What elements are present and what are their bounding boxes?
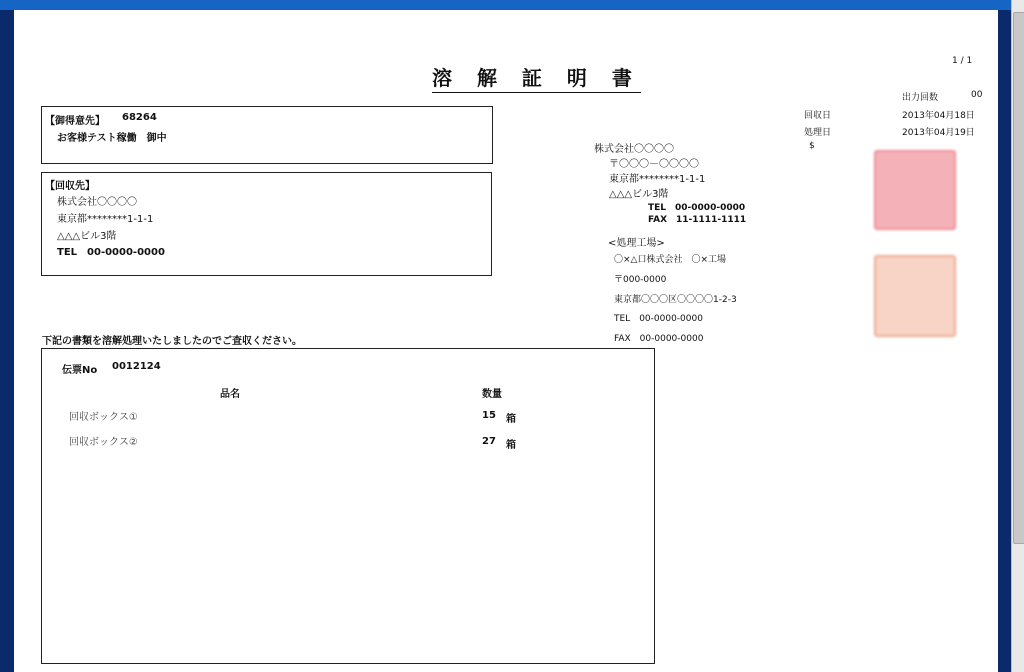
collection-date-label: 回収日: [804, 111, 832, 121]
customer-name: お客様テスト稼働 御中: [57, 133, 167, 144]
item-qty: 15: [482, 410, 496, 421]
slip-table-box: [41, 348, 655, 664]
collection-site-line: TEL 00-0000-0000: [57, 247, 165, 258]
issuer-fax: FAX 11-1111-1111: [648, 215, 747, 225]
item-unit: 箱: [506, 440, 516, 451]
collection-site-box: [41, 172, 492, 276]
item-qty: 27: [482, 436, 496, 447]
notice-text: 下記の書類を溶解処理いたしましたのでご査収ください。: [42, 336, 302, 347]
document-page: [14, 10, 998, 672]
item-name: 回収ボックス①: [69, 412, 138, 423]
issuer-postal: 〒〇〇〇－〇〇〇〇: [609, 159, 699, 170]
processing-date-label: 処理日: [804, 128, 832, 138]
misc-mark: $: [809, 141, 815, 151]
plant-name: 〇×△口株式会社 〇×工場: [614, 255, 727, 265]
customer-code: 68264: [122, 112, 157, 123]
column-header-qty: 数量: [482, 389, 502, 400]
plant-tel: TEL 00-0000-0000: [614, 314, 703, 324]
issuer-tel: TEL 00-0000-0000: [648, 203, 746, 213]
scrollbar-thumb[interactable]: [1013, 12, 1024, 544]
plant-postal: 〒000-0000: [614, 275, 667, 285]
company-seal-stamp: [874, 150, 956, 230]
issuer-company: 株式会社〇〇〇〇: [594, 144, 674, 155]
slip-number-label: 伝票No: [62, 365, 98, 376]
document-title: 溶 解 証 明 書: [432, 62, 641, 93]
window-top-bar: [0, 0, 1024, 10]
output-count-label: 出力回数: [902, 93, 939, 103]
plant-seal-stamp: [874, 255, 956, 337]
collection-site-line: 東京都********1-1-1: [57, 214, 154, 225]
slip-number: 0012124: [112, 361, 161, 372]
processing-date: 2013年04月19日: [902, 128, 975, 138]
collection-site-header: 【回収先】: [45, 181, 95, 192]
output-count: 00: [971, 90, 983, 100]
collection-site-line: △△△ビル3階: [57, 231, 117, 242]
plant-header: <処理工場>: [608, 238, 665, 249]
item-unit: 箱: [506, 414, 516, 425]
issuer-building: △△△ビル3階: [609, 189, 669, 200]
plant-fax: FAX 00-0000-0000: [614, 334, 704, 344]
collection-date: 2013年04月18日: [902, 111, 975, 121]
column-header-item: 品名: [220, 389, 240, 400]
item-name: 回収ボックス②: [69, 437, 138, 448]
issuer-address: 東京都********1-1-1: [609, 174, 706, 185]
collection-site-line: 株式会社〇〇〇〇: [57, 197, 137, 208]
vertical-scrollbar[interactable]: [1011, 0, 1024, 672]
plant-address: 東京都〇〇〇区〇〇〇〇1-2-3: [614, 295, 737, 305]
page-number: 1 / 1: [952, 56, 973, 66]
customer-box: [41, 106, 493, 164]
customer-header: 【御得意先】: [45, 116, 105, 127]
